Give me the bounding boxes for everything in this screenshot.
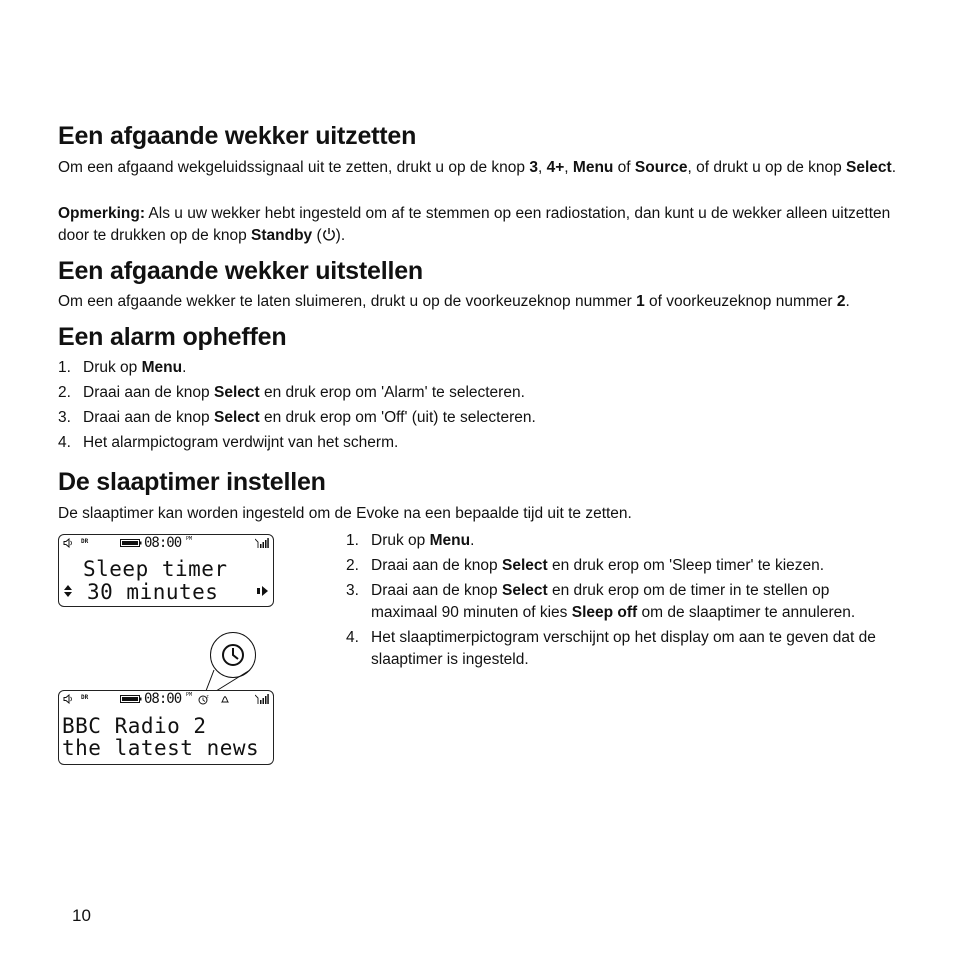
pm-label: PM <box>186 536 193 542</box>
list-item: 4. Het slaaptimerpictogram verschijnt op het display om aan te geven dat de slaaptimer is ingesteld. <box>346 629 876 668</box>
lcd-line-2: 30 minutes <box>87 580 219 604</box>
list-item: 1. Druk op Menu. <box>58 359 187 376</box>
page-number: 10 <box>72 906 91 925</box>
list-item: 3. Draai aan de knop Select en druk erop om 'Off' (uit) te selecteren. <box>58 409 536 426</box>
alarm-bell-icon <box>220 694 230 704</box>
sleep-timer-icon <box>198 694 210 705</box>
heading-alarm-off: Een afgaande wekker uitzetten <box>58 122 417 150</box>
lcd-status-bar <box>59 693 273 707</box>
dr-label: DR <box>81 538 89 545</box>
lcd-display-sleep-timer <box>58 534 274 607</box>
list-item: 4. Het alarmpictogram verdwijnt van het scherm. <box>58 434 399 451</box>
sleep-timer-steps <box>346 530 891 674</box>
clock-time: 08:00 <box>144 691 182 707</box>
clock-time: 08:00 <box>144 535 182 551</box>
signal-strength-icon <box>255 694 269 705</box>
svg-text:z: z <box>206 694 209 699</box>
battery-icon <box>120 539 142 547</box>
signal-strength-icon <box>255 538 269 549</box>
heading-sleep-timer: De slaaptimer instellen <box>58 468 326 496</box>
heading-cancel-alarm: Een alarm opheffen <box>58 323 287 351</box>
list-item: 2. Draai aan de knop Select en druk erop om 'Sleep timer' te kiezen. <box>346 557 825 574</box>
paragraph-snooze: Om een afgaande wekker te laten sluimeren, drukt u op de voorkeuzeknop nummer 1 of voorkeuzeknop nummer 2. <box>58 293 850 310</box>
heading-snooze: Een afgaande wekker uitstellen <box>58 257 423 285</box>
dr-label: DR <box>81 694 89 701</box>
note-paragraph: Opmerking: Als u uw wekker hebt ingesteld om af te stemmen op een radiostation, dan kunt u de wekker alleen uitzetten door te drukken op de knop Standby ( ). <box>58 205 891 244</box>
list-item: 3. Draai aan de knop Select en druk erop om de timer in te stellen op maximaal 90 minuten of kies Sleep off om de slaaptimer te annuleren. <box>346 582 856 621</box>
speaker-icon <box>63 694 73 704</box>
power-icon <box>322 227 336 242</box>
scroll-up-down-icon <box>62 584 74 598</box>
select-arrow-icon <box>256 584 270 598</box>
pm-label: PM <box>186 692 193 698</box>
lcd-status-bar <box>59 537 273 551</box>
lcd-line-1: BBC Radio 2 <box>62 714 207 738</box>
paragraph-alarm-off: Om een afgaand wekgeluidssignaal uit te zetten, drukt u op de knop 3, 4+, Menu of Source, of drukt u op de knop Select. <box>58 159 897 176</box>
list-item: 2. Draai aan de knop Select en druk erop om 'Alarm' te selecteren. <box>58 384 525 401</box>
list-item: 1. Druk op Menu. <box>346 532 475 549</box>
speaker-icon <box>63 538 73 548</box>
battery-icon <box>120 695 142 703</box>
paragraph-sleep-intro: De slaaptimer kan worden ingesteld om de Evoke na een bepaalde tijd uit te zetten. <box>58 505 632 522</box>
lcd-display-radio <box>58 690 274 765</box>
lcd-line-2: the latest news <box>62 736 260 760</box>
lcd-line-1: Sleep timer <box>83 557 228 581</box>
cancel-alarm-steps <box>58 357 908 457</box>
